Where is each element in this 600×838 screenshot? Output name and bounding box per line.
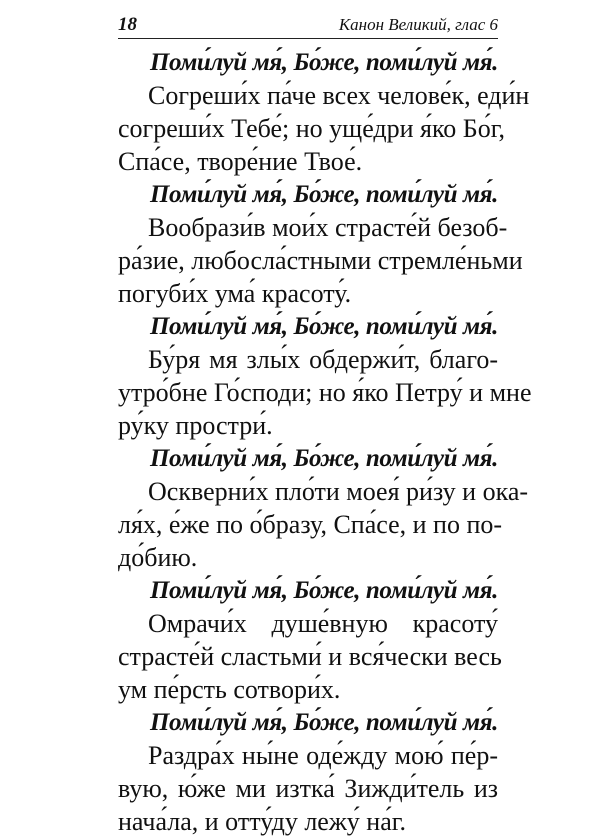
refrain: Поми́луй мя́, Бо́же, поми́луй мя́.: [150, 577, 498, 604]
header-rule: [118, 38, 498, 39]
troparion-line: Вообрази́в мои́х страсте́й безоб-: [148, 213, 508, 242]
troparion-line: Омрачи́х душе́вную красоту́: [148, 609, 498, 638]
page-header: [118, 14, 498, 36]
troparion-1: [118, 46, 530, 178]
troparion-line: погуби́х ума́ красоту́.: [118, 279, 352, 308]
running-title: Канон Великий, глас 6: [338, 15, 498, 34]
troparion-3: [118, 310, 532, 442]
troparion-line: ру́ку простри́.: [118, 411, 273, 440]
troparion-4: [118, 442, 529, 574]
refrain: Поми́луй мя́, Бо́же, поми́луй мя́.: [150, 313, 498, 340]
troparion-line: ум пе́рсть сотвори́х.: [118, 675, 341, 704]
troparion-5: [118, 574, 502, 706]
troparion-line: Бу́ря мя злы́х обдержи́т, благо-: [148, 345, 498, 374]
troparion-line: Согреши́х па́че всех челове́к, еди́н: [148, 81, 530, 110]
troparion-line: нача́ла, и отту́ду лежу́ на́г.: [118, 807, 406, 836]
canon-text: [118, 46, 532, 838]
refrain: Поми́луй мя́, Бо́же, поми́луй мя́.: [150, 709, 498, 736]
troparion-line: Спа́се, творе́ние Твое́.: [118, 147, 363, 176]
troparion-2: [118, 178, 523, 310]
page-number: 18: [118, 14, 137, 35]
troparion-line: утро́бне Го́споди; но я́ко Петру́ и мне: [118, 378, 532, 407]
refrain: Поми́луй мя́, Бо́же, поми́луй мя́.: [150, 445, 498, 472]
troparion-line: ра́зие, любосла́стными стремле́ньми: [118, 246, 523, 275]
troparion-line: вую, ю́же ми изтка́ Зижди́тель из: [118, 774, 498, 803]
troparion-6: [118, 706, 498, 838]
refrain: Поми́луй мя́, Бо́же, поми́луй мя́.: [150, 49, 498, 76]
troparion-line: до́бию.: [118, 543, 198, 572]
refrain: Поми́луй мя́, Бо́же, поми́луй мя́.: [150, 181, 498, 208]
troparion-line: Оскверни́х пло́ти моея́ ри́зу и ока-: [148, 477, 529, 506]
troparion-line: страсте́й сластьми́ и вся́чески весь: [118, 642, 502, 671]
troparion-line: ля́х, е́же по о́бразу, Спа́се, и по по-: [118, 510, 503, 539]
troparion-line: Раздра́х ны́не оде́жду мою́ пе́р-: [148, 741, 498, 770]
troparion-line: согреши́х Тебе́; но уще́дри я́ко Бо́г,: [118, 114, 505, 143]
